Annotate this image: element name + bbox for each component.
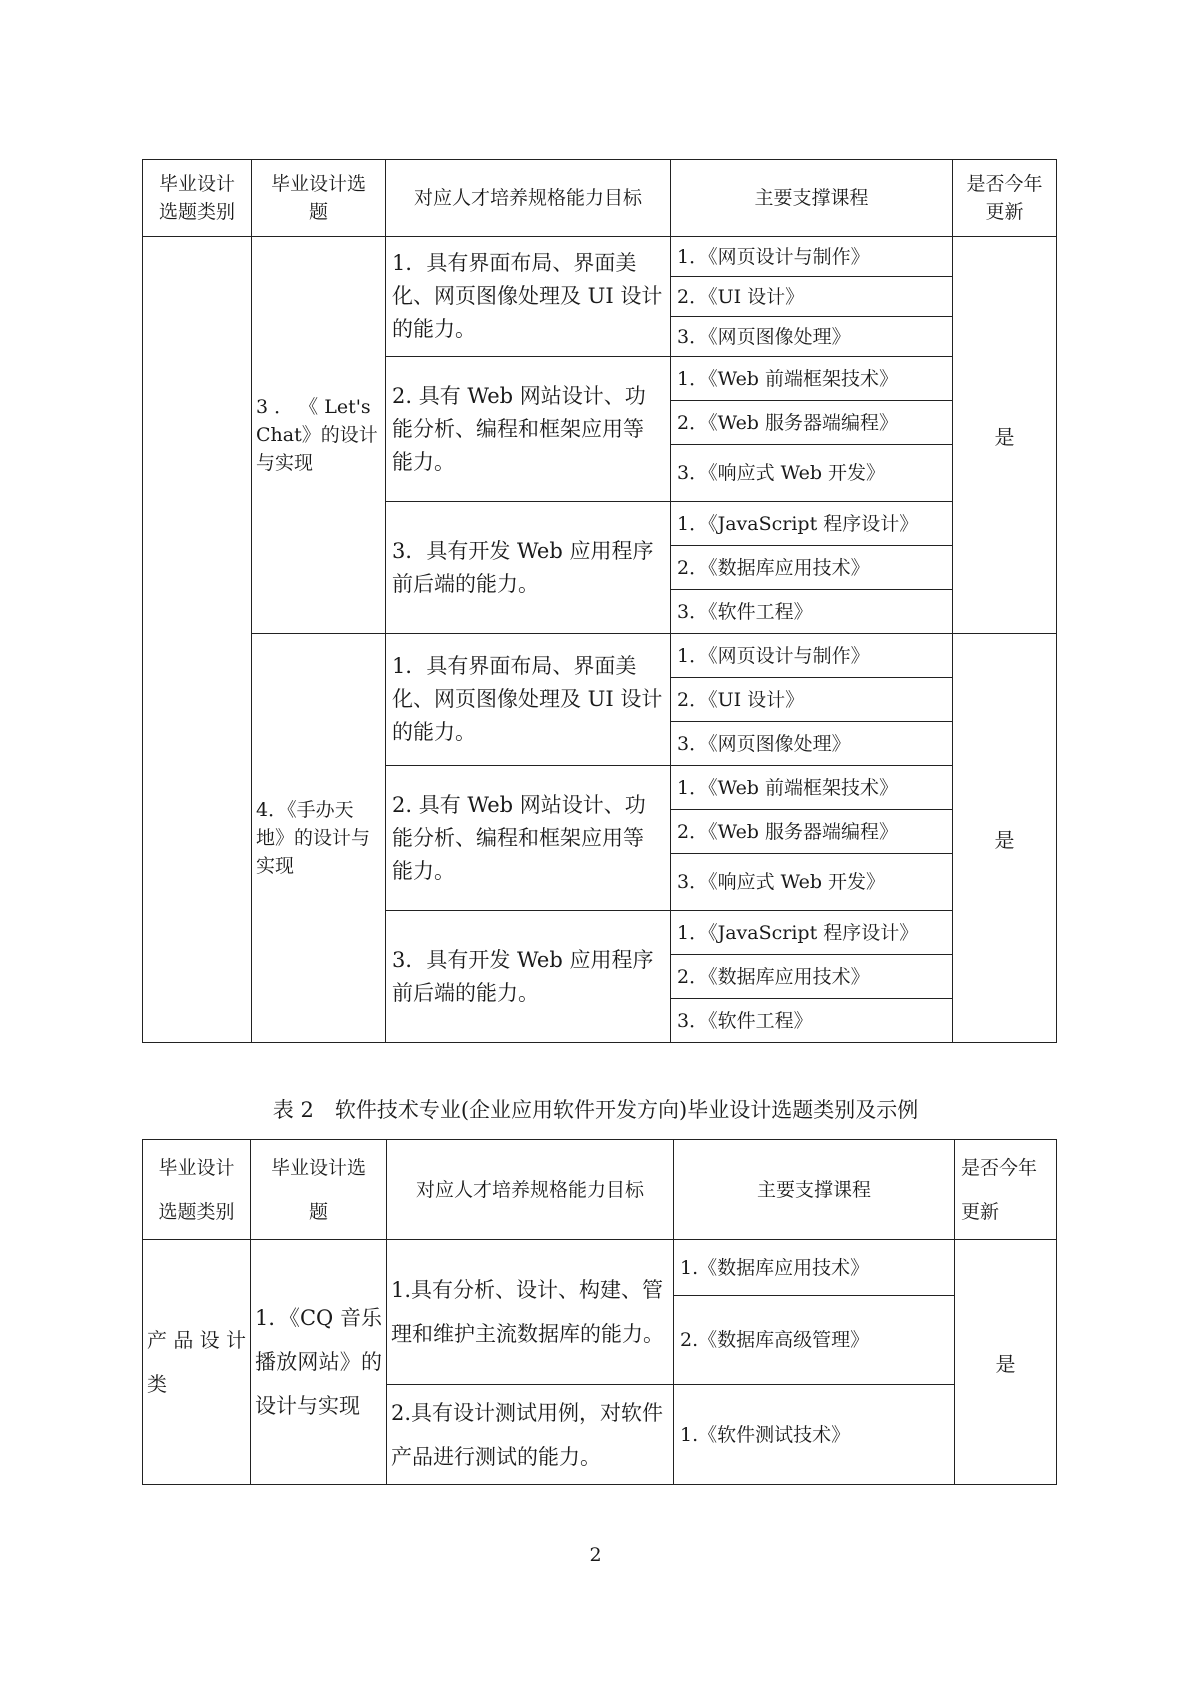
- table-1: [142, 159, 1057, 1043]
- course-cell: 2．《数据库应用技术》: [671, 955, 953, 999]
- course-cell: 1．《网页设计与制作》: [671, 634, 953, 678]
- course-cell: 3．《响应式 Web 开发》: [671, 445, 953, 502]
- updated-cell: 是: [955, 1240, 1057, 1485]
- course-cell: 3．《软件工程》: [671, 590, 953, 634]
- course-cell: 1.《数据库应用技术》: [674, 1240, 955, 1296]
- ability-cell: 1．具有界面布局、界面美化、网页图像处理及 UI 设计的能力。: [386, 634, 671, 766]
- course-cell: 1．《Web 前端框架技术》: [671, 766, 953, 810]
- header-category: 毕业设计 选题类别: [143, 160, 252, 237]
- header-topic: 毕业设计选 题: [252, 160, 386, 237]
- category-cell-empty: [143, 237, 252, 1043]
- topic-cell: 4．《手办天 地》的设计与 实现: [252, 634, 386, 1043]
- table-2-caption: 表 2 软件技术专业(企业应用软件开发方向)毕业设计选题类别及示例: [272, 1098, 919, 1122]
- ability-cell: 1.具有分析、设计、构建、管理和维护主流数据库的能力。: [387, 1240, 674, 1385]
- course-cell: 3．《响应式 Web 开发》: [671, 854, 953, 911]
- course-cell: 3．《网页图像处理》: [671, 317, 953, 357]
- course-cell: 3．《软件工程》: [671, 999, 953, 1043]
- category-cell: 产品设计类: [143, 1240, 251, 1485]
- updated-cell: 是: [953, 237, 1057, 634]
- page-number: 2: [589, 1544, 602, 1566]
- ability-cell: 3．具有开发 Web 应用程序前后端的能力。: [386, 911, 671, 1043]
- course-cell: 2．《数据库应用技术》: [671, 546, 953, 590]
- course-cell: 3．《网页图像处理》: [671, 722, 953, 766]
- table-row: [143, 634, 1057, 678]
- header-ability: 对应人才培养规格能力目标: [387, 1140, 674, 1240]
- table-row: [143, 1240, 1057, 1296]
- ability-cell: 1．具有界面布局、界面美化、网页图像处理及 UI 设计的能力。: [386, 237, 671, 357]
- course-cell: 2.《数据库高级管理》: [674, 1296, 955, 1385]
- table-2-header-row: [143, 1140, 1057, 1240]
- course-cell: 2．《UI 设计》: [671, 277, 953, 317]
- header-ability: 对应人才培养规格能力目标: [386, 160, 671, 237]
- header-updated: 是否今年 更新: [953, 160, 1057, 237]
- table-1-header-row: [143, 160, 1057, 237]
- header-courses: 主要支撑课程: [674, 1140, 955, 1240]
- course-cell: 1.《软件测试技术》: [674, 1385, 955, 1485]
- table-row: [143, 237, 1057, 277]
- topic-cell: 3 ． 《 Let's Chat》的设计 与实现: [252, 237, 386, 634]
- topic-cell: 1．《CQ 音乐播放网站》的设计与实现: [251, 1240, 387, 1485]
- ability-cell: 2.具有设计测试用例，对软件产品进行测试的能力。: [387, 1385, 674, 1485]
- course-cell: 1．《JavaScript 程序设计》: [671, 911, 953, 955]
- ability-cell: 3．具有开发 Web 应用程序前后端的能力。: [386, 502, 671, 634]
- table-2: [142, 1139, 1057, 1485]
- course-cell: 2．《Web 服务器端编程》: [671, 401, 953, 445]
- header-topic: 毕业设计选 题: [251, 1140, 387, 1240]
- course-cell: 1．《网页设计与制作》: [671, 237, 953, 277]
- course-cell: 1．《Web 前端框架技术》: [671, 357, 953, 401]
- ability-cell: 2. 具有 Web 网站设计、功能分析、编程和框架应用等能力。: [386, 357, 671, 502]
- course-cell: 1．《JavaScript 程序设计》: [671, 502, 953, 546]
- course-cell: 2．《UI 设计》: [671, 678, 953, 722]
- updated-cell: 是: [953, 634, 1057, 1043]
- header-category: 毕业设计 选题类别: [143, 1140, 251, 1240]
- header-courses: 主要支撑课程: [671, 160, 953, 237]
- ability-cell: 2. 具有 Web 网站设计、功能分析、编程和框架应用等能力。: [386, 766, 671, 911]
- course-cell: 2．《Web 服务器端编程》: [671, 810, 953, 854]
- header-updated: 是否今年 更新: [955, 1140, 1057, 1240]
